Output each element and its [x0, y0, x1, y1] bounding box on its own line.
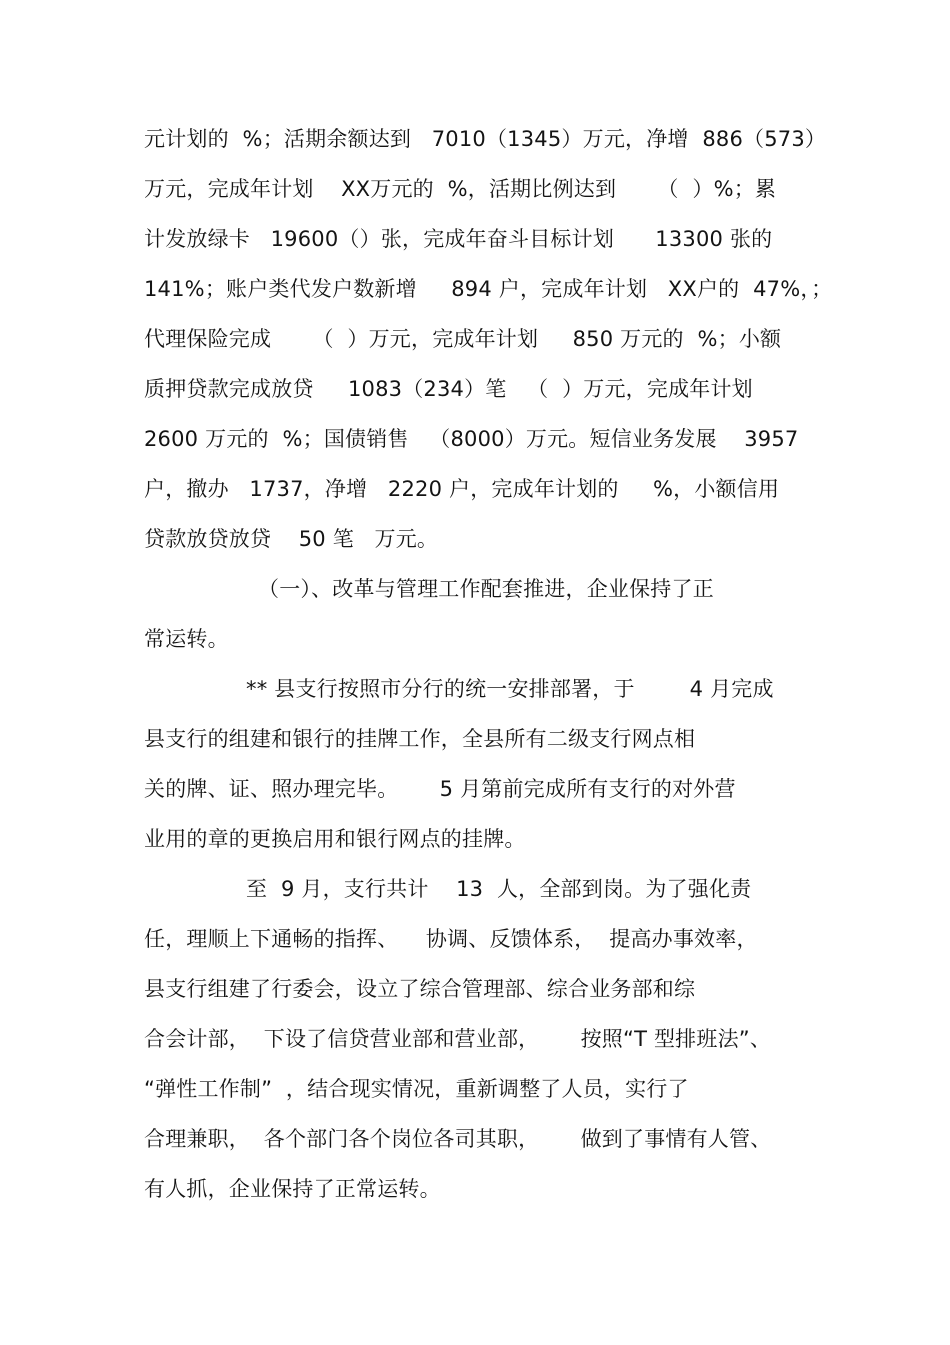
text-line: “弹性工作制” ，结合现实情况，重新调整了人员，实行了 — [144, 1077, 689, 1101]
text-line: 业用的章的更换启用和银行网点的挂牌。 — [144, 827, 526, 851]
text-line: 户，撤办 1737，净增 2220 户，完成年计划的 %，小额信用 — [144, 477, 780, 501]
text-line: 141%；账户类代发户数新增 894 户，完成年计划 XX户的 47%，； — [144, 277, 833, 301]
text-line: 2600 万元的 %；国债销售 （8000）万元。短信业务发展 3957 — [144, 427, 799, 451]
text-line: 合理兼职， 各个部门各个岗位各司其职， 做到了事情有人管、 — [144, 1127, 772, 1151]
text-line: 计发放绿卡 19600（）张，完成年奋斗目标计划 13300 张的 — [144, 227, 773, 251]
text-line: 关的牌、证、照办理完毕。 5 月第前完成所有支行的对外营 — [144, 777, 736, 801]
text-line: 合会计部， 下设了信贷营业部和营业部， 按照“T 型排班法”、 — [144, 1027, 772, 1051]
text-line: 代理保险完成 （ ）万元，完成年计划 850 万元的 %；小额 — [144, 327, 782, 351]
text-line: 县支行的组建和银行的挂牌工作，全县所有二级支行网点相 — [144, 727, 696, 751]
section-heading: （一）、改革与管理工作配套推进，企业保持了正 — [258, 577, 714, 601]
text-line: 质押贷款完成放贷 1083（234）笔 （ ）万元，完成年计划 — [144, 377, 753, 401]
text-line: 元计划的 %；活期余额达到 7010（1345）万元，净增 886（573） — [144, 127, 827, 151]
text-line: 县支行组建了行委会，设立了综合管理部、综合业务部和综 — [144, 977, 696, 1001]
paragraph-first-line: ** 县支行按照市分行的统一安排部署，于 4 月完成 — [246, 677, 774, 701]
section-heading-continuation: 常运转。 — [144, 627, 229, 651]
text-line: 任，理顺上下通畅的指挥、 协调、反馈体系， 提高办事效率， — [144, 927, 758, 951]
text-line: 有人抓，企业保持了正常运转。 — [144, 1177, 441, 1201]
text-line: 贷款放贷放贷 50 笔 万元。 — [144, 527, 439, 551]
text-line: 万元，完成年计划 XX万元的 %，活期比例达到 （ ）%；累 — [144, 177, 777, 201]
paragraph-first-line: 至 9 月，支行共计 13 人，全部到岗。为了强化责 — [246, 877, 752, 901]
